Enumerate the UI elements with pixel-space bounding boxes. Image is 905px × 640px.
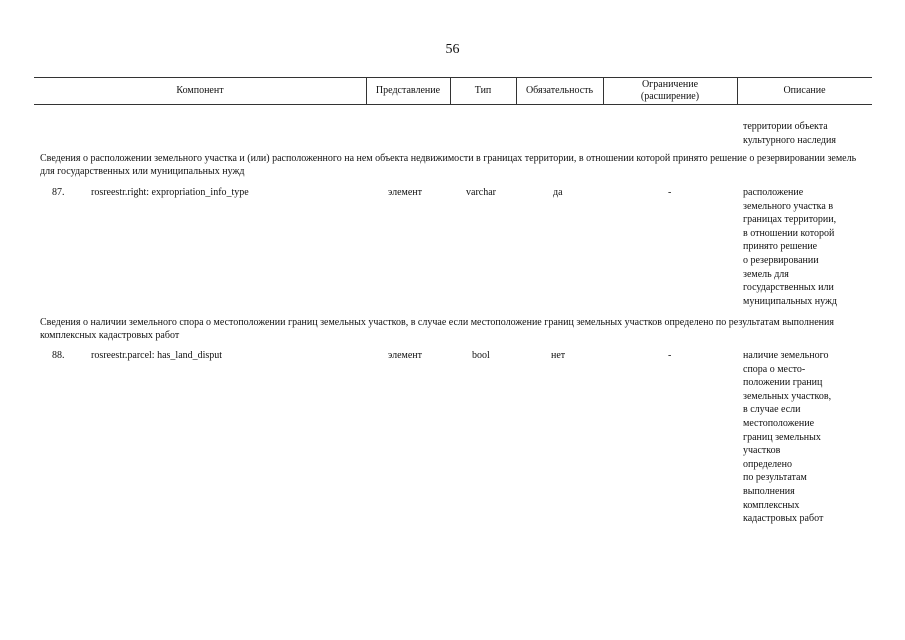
row-restriction: - bbox=[668, 350, 672, 361]
header-restriction: Ограничение (расширение) bbox=[640, 79, 700, 102]
continuation-description: территории объекта культурного наследия bbox=[743, 121, 836, 146]
row-component: rosreestr.parcel: has_land_disput bbox=[91, 350, 223, 361]
row-description: наличие земельного спора о место- положении границ земельных участков, в случае если местоположение границ земельных участков определено по результатам выполнения комплексных кадастровых работ bbox=[743, 350, 832, 525]
row-representation: элемент bbox=[388, 187, 423, 198]
header-mandatory: Обязательность bbox=[525, 85, 594, 96]
header-component: Компонент bbox=[176, 85, 224, 96]
row-mandatory: да bbox=[553, 187, 563, 198]
row-component: rosreestr.right: expropriation_info_type bbox=[91, 187, 249, 198]
section-heading: Сведения о наличии земельного спора о местоположении границ земельных участков, в случае если местоположение границ земельных участков определено по результатам выполнения комплексных кадастровых работ bbox=[40, 317, 834, 341]
row-number: 87. bbox=[52, 187, 65, 198]
row-restriction: - bbox=[668, 187, 672, 198]
row-type: varchar bbox=[466, 187, 496, 198]
row-mandatory: нет bbox=[551, 350, 566, 361]
header-type: Тип bbox=[474, 85, 492, 96]
row-representation: элемент bbox=[388, 350, 423, 361]
section-heading: Сведения о расположении земельного участка и (или) расположенного на нем объекта недвижимости в границах территории, в отношении которой принято решение о резервировании земель для государственных или муниципальных нужд bbox=[40, 153, 857, 177]
header-representation: Представление bbox=[375, 85, 441, 96]
row-description: расположение земельного участка в границах территории, в отношении которой принято решение о резервировании земель для государственных или муниципальных нужд bbox=[743, 187, 837, 307]
header-description: Описание bbox=[783, 85, 826, 96]
row-number: 88. bbox=[52, 350, 65, 361]
column-divider bbox=[603, 77, 604, 105]
page-number: 56 bbox=[445, 42, 460, 57]
row-type: bool bbox=[472, 350, 490, 361]
